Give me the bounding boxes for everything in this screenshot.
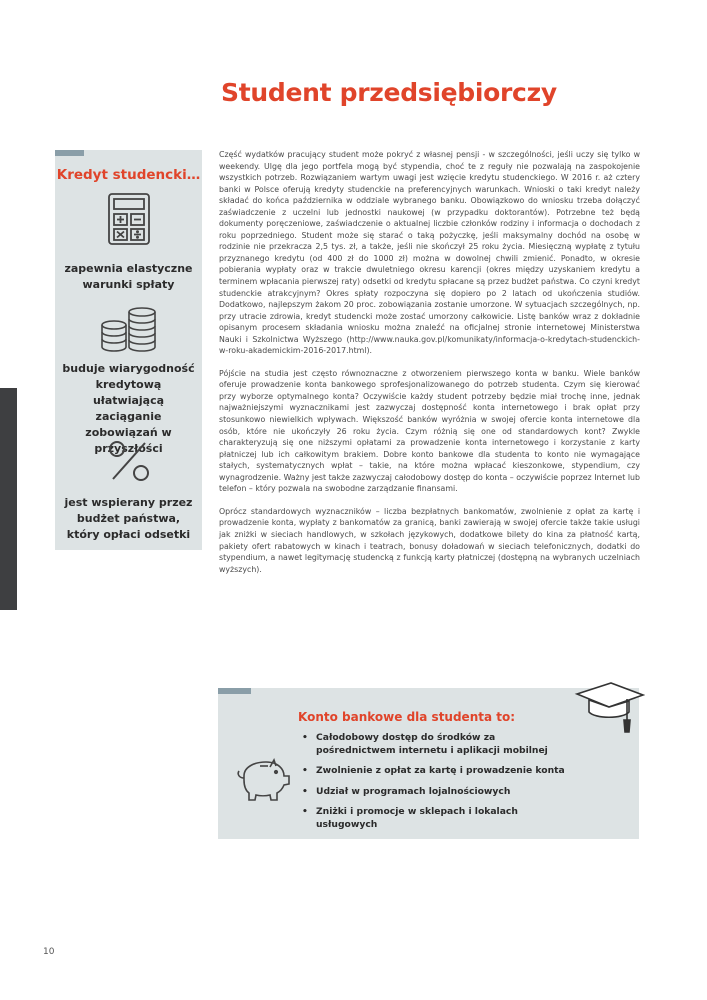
side-tab-strip: [0, 388, 17, 610]
bullet: •: [302, 732, 308, 743]
sidebar-item-text: buduje wiarygodność kredytową ułatwiającą zaciąganie zobowiązań w przyszłości: [62, 362, 195, 455]
box-accent-bar: [218, 688, 251, 694]
bank-account-box: [218, 688, 639, 839]
calculator-icon: [55, 192, 202, 246]
student-loan-sidebar: [55, 150, 202, 550]
article-body: [219, 149, 640, 586]
sidebar-accent-bar: [55, 150, 84, 156]
list-item-text: Całodobowy dostęp do środków za pośrednictwem internetu i aplikacji mobilnej: [316, 732, 548, 756]
sidebar-heading: Kredyt studencki…: [56, 167, 201, 183]
sidebar-item-text: zapewnia elastyczne warunki spłaty: [64, 262, 193, 291]
list-item: [302, 806, 572, 831]
list-item-text: Zniżki i promocje w sklepach i lokalach usługowych: [316, 806, 518, 830]
body-paragraph: Pójście na studia jest często równoznaczne z otworzeniem pierwszego konta w banku. Wiele banków oferuje prowadzenie konta bankowego sprofesjonalizowanego do potrzeb studenta. Czym się kierować przy wyborze optymalnego konta? Oczywiście każdy student potrzeby będzie miał trochę inne, jednak najważniejszymi wyznacznikami jest zazwyczaj dostępność konta internetowego i brak opłat przy stosunkowo niewielkich wpływach. Większość banków wyróżnia w swojej ofercie konta internetowe dla osób, które nie ukończyły 26 roku życia. Czym różnią się one od standardowych kont? Zwykle charakteryzują się one niższymi opłatami za prowadzenie konta internetowego i korzystanie z karty płatniczej lub ich całkowitym brakiem. Dobre konto bankowe dla studenta to konto nie wymagające stałych, systematycznych wpłat – takie, na które można wpłacać kieszonkowe, stypendium, czy wynagrodzenie. Ważny jest także zazwyczaj całodobowy dostęp do konta – oczywiście poprzez Internet lub telefon – który pozwala na swobodne zarządzanie finansami.: [219, 368, 640, 494]
box-list: [302, 732, 572, 839]
sidebar-item-text: jest wspierany przez budżet państwa, który opłaci odsetki: [64, 496, 193, 541]
bullet: •: [302, 785, 308, 797]
page-title: Student przedsiębiorczy: [221, 78, 557, 107]
graduation-cap-icon: [573, 680, 645, 742]
list-item-text: Udział w programach lojalnościowych: [316, 785, 511, 797]
list-item: [302, 786, 572, 799]
bullet: •: [302, 765, 308, 776]
box-title: Konto bankowe dla studenta to:: [298, 710, 516, 724]
list-item: [302, 765, 572, 778]
piggy-bank-icon: [234, 756, 292, 808]
list-item: [302, 732, 572, 757]
coins-icon: [55, 306, 202, 352]
body-paragraph: Część wydatków pracujący student może pokryć z własnej pensji - w szczególności, jeśli uczy się tylko w weekendy. Ulgę dla jego portfela mogą być stypendia, choć te z reguły nie pozwalają na zaspokojenie wszystkich potrzeb. Rozwiązaniem wartym uwagi jest wzięcie kredytu studenckiego. W 2016 r. aż cztery banki w Polsce oferują kredyty studenckie na preferencyjnych warunkach. Wnioski o taki kredyt należy składać do końca października w oddziale wybranego banku. Obowiązkowo do wniosku trzeba dołączyć zaświadczenie z uczelni lub jednostki naukowej (w przypadku doktorantów). Potrzebne też będą dokumenty poręczeniowe, zaświadczenie o aktualnej liczbie członków rodziny i informacja o dochodach z roku poprzedniego. Student może się starać o taką pożyczkę, jeśli maksymalny dochód na osobę w rodzinie nie przekracza 2,5 tys. zł, a także, jeśli nie skończył 25 roku życia. Miesięczną wypłatę z tytułu przyznanego kredytu (od 400 zł do 1000 zł) można w dowolnej chwili zmienić. Ponadto, w okresie pobierania wypłaty oraz w trakcie dwuletniego okresu karencji (okres między uzyskaniem kredytu a terminem wpłacania pierwszej raty) odsetki od kredytu spłacane są przez budżet państwa. Co czyni kredyt studenckie atrakcyjnym? Okres spłaty rozpoczyna się dopiero po 2 latach od ukończenia studiów. Dodatkowo, najlepszym żakom 20 proc. zobowiązania zostanie umorzone. W sytuacjach szczególnych, np. przy utracie zdrowia, kredyt studencki może zostać umorzony całkowicie. Listę banków wraz z dokładnie opisanym procesem składania wniosku można znaleźć na oficjalnej stronie internetowej Ministerstwa Nauki i Szkolnictwa Wyższego (http://www.nauka.gov.pl/komunikaty/informacja-o-kredytach-studenckich-w-roku-akademickim-2016-2017.html).: [219, 150, 640, 356]
page-number: 10: [43, 947, 55, 957]
body-paragraph: Oprócz standardowych wyznaczników – liczba bezpłatnych bankomatów, zwolnienie z opłat za kartę i prowadzenie konta, wypłaty z bankomatów za granicą, banki zawierają w swojej ofercie także takie usługi jak zniżki w sieciach handlowych, w szkołach językowych, dodatkowe bilety do kina za płatność kartą, pakiety ofert rabatowych w kinach i teatrach, bonusy doładowań w sieciach telefonicznych, dodatki do stypendium, a nawet legitymację studencką z funkcją karty płatniczej (dostępną na wybranych uczelniach wyższych).: [219, 506, 640, 574]
list-item-text: Zwolnienie z opłat za kartę i prowadzenie konta: [316, 765, 565, 776]
percent-icon: [55, 437, 202, 485]
bullet: •: [302, 806, 308, 817]
